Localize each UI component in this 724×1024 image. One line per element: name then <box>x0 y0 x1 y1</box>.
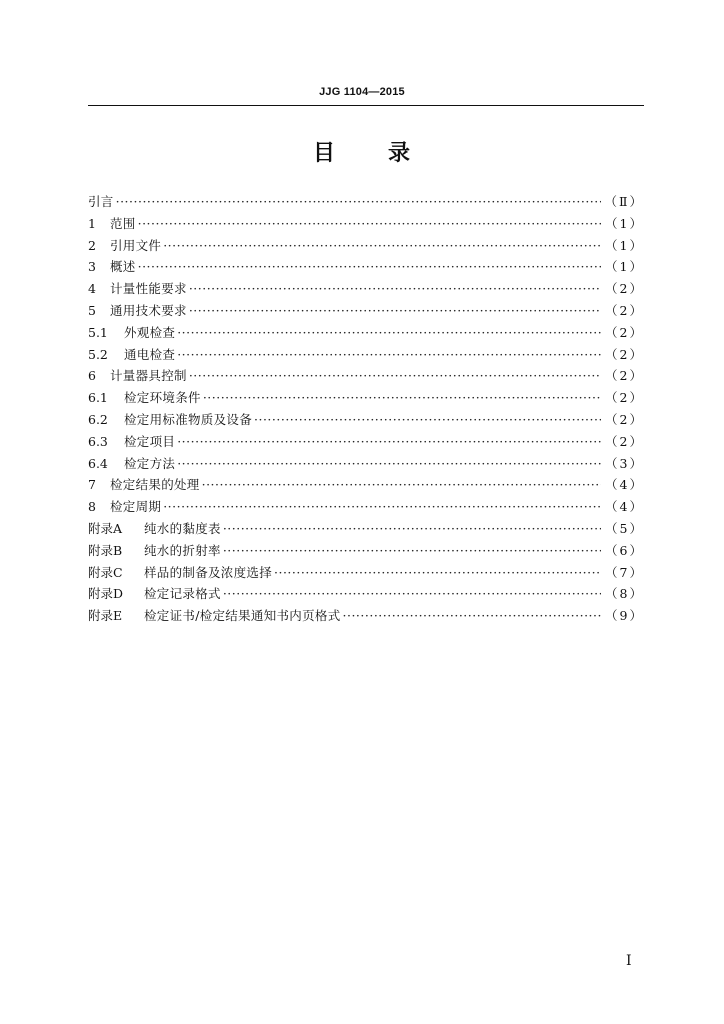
toc-entry-appendix-b[interactable] <box>88 541 644 563</box>
toc-entry-appendix-d[interactable] <box>88 584 644 606</box>
toc-label: 检定记录格式 <box>144 586 221 602</box>
toc-leader <box>223 521 601 536</box>
toc-number: 2 <box>88 237 96 253</box>
toc-number: 6.2 <box>88 411 108 427</box>
toc-label: 计量性能要求 <box>110 281 187 297</box>
toc-leader <box>177 325 601 340</box>
toc-leader <box>223 543 601 558</box>
toc-page: （2） <box>605 346 644 362</box>
toc-entry-5[interactable] <box>88 301 644 323</box>
toc-leader <box>177 347 601 362</box>
toc-page: （6） <box>605 542 644 558</box>
toc-entry-7[interactable] <box>88 475 644 497</box>
toc-page: （1） <box>605 215 644 231</box>
toc-page: （2） <box>605 324 644 340</box>
toc-page: （2） <box>605 368 644 384</box>
toc-number: 7 <box>88 477 96 493</box>
toc-entry-6-1[interactable] <box>88 388 644 410</box>
toc-number: 3 <box>88 259 96 275</box>
title-char-2: 录 <box>388 141 412 166</box>
toc-leader <box>343 608 602 623</box>
toc-leader <box>138 216 601 231</box>
toc-label: 样品的制备及浓度选择 <box>144 564 273 580</box>
toc-page: （Ⅱ） <box>604 194 644 209</box>
toc-leader <box>274 565 601 580</box>
toc-number: 6 <box>88 368 96 384</box>
toc-entry-2[interactable] <box>88 236 644 258</box>
toc-number: 附录A <box>88 520 123 536</box>
toc-label: 检定用标准物质及设备 <box>124 411 253 427</box>
toc-leader <box>177 456 601 471</box>
toc-label: 引用文件 <box>110 237 162 253</box>
toc-leader <box>189 303 601 318</box>
toc-page: （7） <box>605 564 644 580</box>
toc-number: 附录E <box>88 608 123 624</box>
toc-leader <box>138 259 601 274</box>
toc-entry-6[interactable] <box>88 366 644 388</box>
table-of-contents <box>88 192 644 628</box>
toc-entry-6-2[interactable] <box>88 410 644 432</box>
toc-entry-appendix-c[interactable] <box>88 563 644 585</box>
toc-leader <box>223 586 601 601</box>
toc-page: （2） <box>605 433 644 449</box>
toc-leader <box>163 499 601 514</box>
toc-label: 纯水的折射率 <box>144 542 221 558</box>
toc-number: 4 <box>88 281 96 297</box>
toc-number: 附录D <box>88 586 124 602</box>
toc-label: 范围 <box>110 215 136 231</box>
toc-leader <box>163 238 601 253</box>
toc-page: （1） <box>605 237 644 253</box>
toc-label: 外观检查 <box>124 324 176 340</box>
toc-entry-4[interactable] <box>88 279 644 301</box>
toc-entry-5-2[interactable] <box>88 345 644 367</box>
toc-leader <box>189 368 601 383</box>
toc-leader <box>116 194 601 209</box>
toc-leader <box>189 281 601 296</box>
toc-label: 检定项目 <box>124 433 176 449</box>
toc-page: （2） <box>605 390 644 406</box>
toc-page: （2） <box>605 411 644 427</box>
toc-entry-5-1[interactable] <box>88 323 644 345</box>
toc-entry-3[interactable] <box>88 257 644 279</box>
toc-page: （9） <box>605 608 644 624</box>
toc-label: 检定证书/检定结果通知书内页格式 <box>144 608 341 624</box>
toc-number: 附录C <box>88 564 123 580</box>
toc-page: （5） <box>605 520 644 536</box>
toc-page: （2） <box>605 302 644 318</box>
toc-page: （2） <box>605 281 644 297</box>
toc-label: 计量器具控制 <box>110 368 187 384</box>
page-number: I <box>626 953 632 969</box>
toc-page: （4） <box>605 499 644 515</box>
toc-number: 附录B <box>88 542 123 558</box>
toc-entry-appendix-e[interactable] <box>88 606 644 628</box>
toc-number: 5.2 <box>88 346 108 362</box>
toc-leader <box>203 390 601 405</box>
toc-label: 引言 <box>88 194 114 209</box>
toc-entry-appendix-a[interactable] <box>88 519 644 541</box>
toc-entry-6-3[interactable] <box>88 432 644 454</box>
header-rule <box>88 105 644 106</box>
toc-number: 6.1 <box>88 390 108 406</box>
toc-entry-1[interactable] <box>88 214 644 236</box>
toc-page: （4） <box>605 477 644 493</box>
toc-label: 概述 <box>110 259 136 275</box>
toc-label: 检定周期 <box>110 499 162 515</box>
toc-entry-6-4[interactable] <box>88 454 644 476</box>
toc-leader <box>202 477 601 492</box>
toc-entry-introduction[interactable] <box>88 192 644 214</box>
toc-leader <box>177 434 601 449</box>
toc-label: 纯水的黏度表 <box>144 520 221 536</box>
toc-number: 6.3 <box>88 433 108 449</box>
toc-leader <box>254 412 601 427</box>
toc-label: 通用技术要求 <box>110 302 187 318</box>
toc-number: 5.1 <box>88 324 108 340</box>
toc-page: （1） <box>605 259 644 275</box>
toc-label: 检定方法 <box>124 455 176 471</box>
document-code-header: JJG 1104—2015 <box>319 86 405 98</box>
toc-number: 8 <box>88 499 96 515</box>
toc-label: 通电检查 <box>124 346 176 362</box>
toc-number: 5 <box>88 302 96 318</box>
toc-page: （3） <box>605 455 644 471</box>
toc-number: 1 <box>88 215 96 231</box>
toc-number: 6.4 <box>88 455 108 471</box>
toc-entry-8[interactable] <box>88 497 644 519</box>
toc-label: 检定环境条件 <box>124 390 201 406</box>
toc-page: （8） <box>605 586 644 602</box>
toc-label: 检定结果的处理 <box>110 477 200 493</box>
title-char-1: 目 <box>312 141 336 166</box>
page-title <box>0 136 724 167</box>
